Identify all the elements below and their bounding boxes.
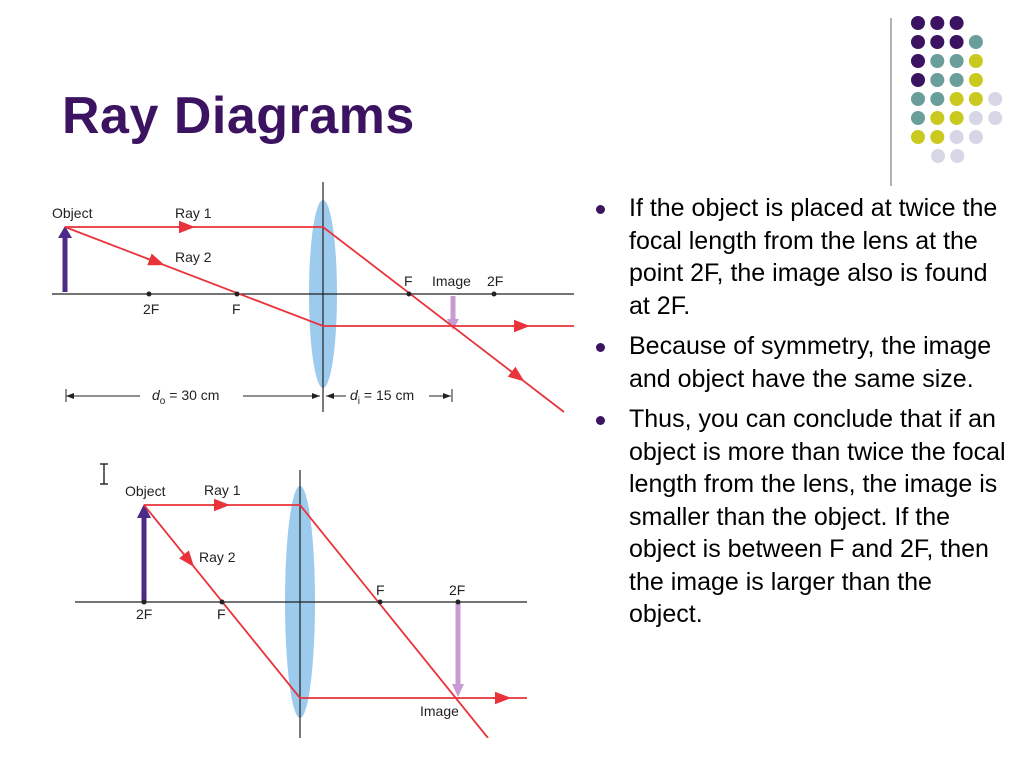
decorative-dot	[911, 73, 925, 87]
image-label: Image	[420, 703, 459, 719]
slide-title: Ray Diagrams	[62, 87, 415, 145]
decorative-dot	[950, 111, 964, 125]
decorative-dot	[969, 111, 983, 125]
decorative-dot	[930, 16, 944, 30]
label-f-left: F	[217, 606, 226, 622]
label-f-right: F	[376, 582, 385, 598]
point-f-right	[407, 292, 412, 297]
decorative-dots	[0, 0, 1024, 200]
label-2f-left: 2F	[143, 301, 160, 317]
decorative-dot	[950, 73, 964, 87]
label-2f-right: 2F	[449, 582, 466, 598]
decorative-dot	[911, 35, 925, 49]
decorative-dot	[988, 92, 1002, 106]
decorative-dot	[930, 130, 944, 144]
bullet-item: If the object is placed at twice the focal length from the lens at the point 2F, the image also is found at 2F.	[596, 192, 1006, 322]
decorative-dot	[969, 54, 983, 68]
di-label: $d_i = 15$ cm	[350, 387, 415, 407]
decorative-dot	[911, 92, 925, 106]
bullet-item: Thus, you can conclude that if an object is more than twice the focal length from the lens, the image is smaller than the object. If the object is between F and 2F, then the image is larger than the object.	[596, 403, 1006, 631]
do-label: $d_o = 30$ cm	[152, 387, 220, 407]
point-2f-right	[456, 600, 461, 605]
decorative-dot	[930, 35, 944, 49]
label-f-right: F	[404, 273, 413, 289]
decorative-dot	[930, 92, 944, 106]
point-2f-right	[492, 292, 497, 297]
decorative-dot	[950, 54, 964, 68]
point-f-left	[220, 600, 225, 605]
decorative-dot	[930, 73, 944, 87]
decorative-dot	[969, 92, 983, 106]
point-2f-left	[142, 600, 147, 605]
ray-1-arrow-right	[510, 371, 518, 377]
decorative-dot	[950, 92, 964, 106]
ray-2-label: Ray 2	[199, 549, 236, 565]
ray-diagram-object-at-2f	[52, 180, 582, 420]
dot-grid	[911, 16, 1002, 163]
point-f-right	[378, 600, 383, 605]
decorative-dot	[931, 149, 945, 163]
decorative-dot	[911, 111, 925, 125]
label-2f-left: 2F	[136, 606, 153, 622]
decorative-dot	[911, 54, 925, 68]
ray-1-label: Ray 1	[175, 205, 212, 221]
label-2f-right: 2F	[487, 273, 504, 289]
image-label: Image	[432, 273, 471, 289]
ray-1-label: Ray 1	[204, 482, 241, 498]
decorative-dot	[950, 35, 964, 49]
decorative-dot	[969, 35, 983, 49]
label-f-left: F	[232, 301, 241, 317]
ray-diagram-object-beyond-2f	[70, 462, 535, 738]
decorative-dot	[911, 130, 925, 144]
ray-2-arrow	[183, 553, 189, 561]
decorative-dot	[911, 16, 925, 30]
point-2f-left	[147, 292, 152, 297]
decorative-dot	[988, 111, 1002, 125]
bullet-list	[596, 192, 1006, 639]
decorative-dot	[950, 149, 964, 163]
ray-2-arrow	[147, 259, 157, 263]
point-f-left	[235, 292, 240, 297]
decorative-dot	[950, 130, 964, 144]
decorative-dot	[930, 111, 944, 125]
decorative-dot	[930, 54, 944, 68]
decorative-dot	[969, 130, 983, 144]
bullet-item: Because of symmetry, the image and object have the same size.	[596, 330, 1006, 395]
object-label: Object	[125, 483, 166, 499]
decorative-dot	[950, 16, 964, 30]
ray-2-label: Ray 2	[175, 249, 212, 265]
decorative-dot	[969, 73, 983, 87]
object-label: Object	[52, 205, 93, 221]
